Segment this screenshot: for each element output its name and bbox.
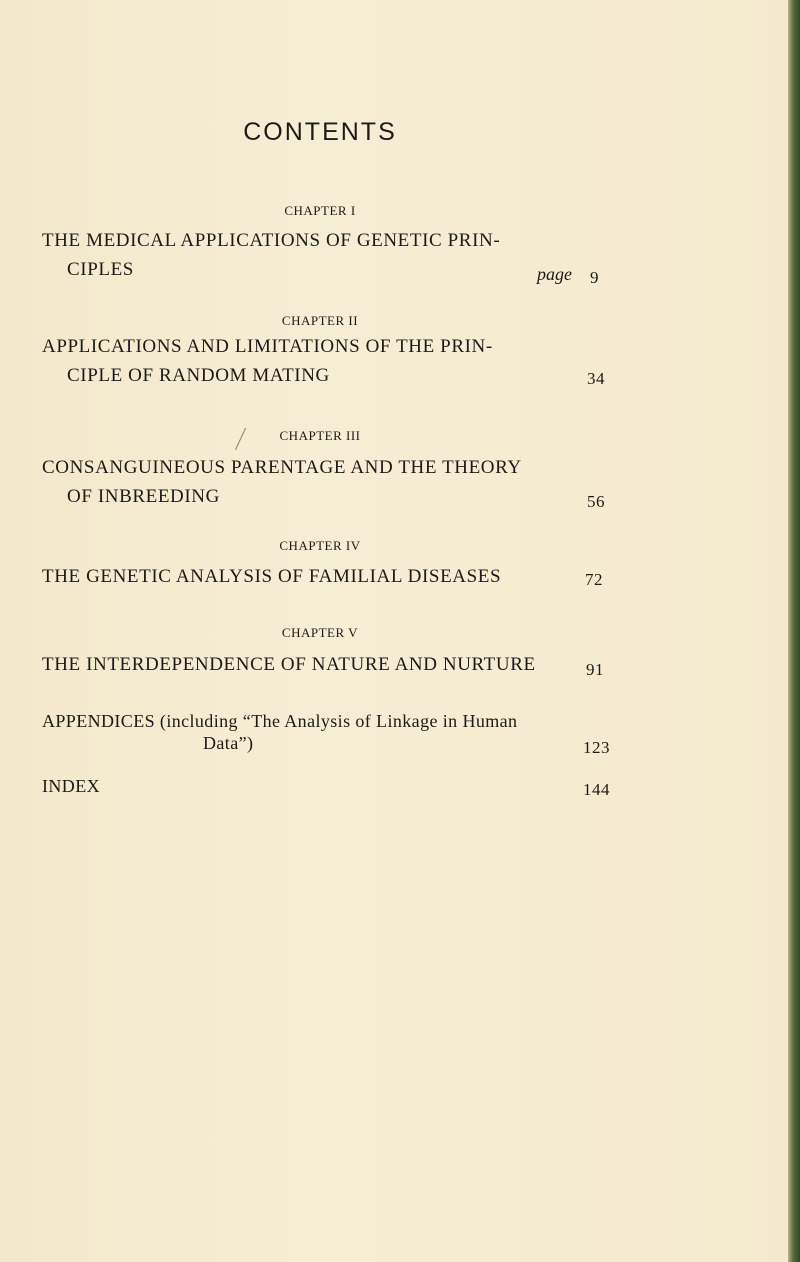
contents-title: CONTENTS [243, 118, 397, 146]
book-binding-edge [788, 0, 800, 1262]
index-page-number: 144 [583, 780, 610, 799]
chapter-2-page-number: 34 [587, 369, 605, 388]
chapter-2-title-line-2: CIPLE OF RANDOM MATING [67, 365, 330, 386]
chapter-4-label: CHAPTER IV [279, 538, 361, 553]
chapter-4-page-number: 72 [585, 570, 603, 589]
chapter-5-page-number: 91 [586, 660, 604, 679]
chapter-3-page-number: 56 [587, 492, 605, 511]
chapter-5-title-line-1: THE INTERDEPENDENCE OF NATURE AND NURTURE [42, 654, 536, 675]
chapter-3-title-line-1: CONSANGUINEOUS PARENTAGE AND THE THEORY [42, 457, 522, 478]
chapter-4-title-line-1: THE GENETIC ANALYSIS OF FAMILIAL DISEASES [42, 566, 502, 587]
chapter-2-title-line-1: APPLICATIONS AND LIMITATIONS OF THE PRIN- [42, 336, 493, 357]
chapter-5-label: CHAPTER V [281, 625, 359, 640]
chapter-2-label: CHAPTER II [281, 313, 359, 328]
appendices-line-2: Data”) [203, 733, 254, 753]
appendices-page-number: 123 [583, 738, 610, 757]
chapter-1-page-number: 9 [590, 268, 599, 287]
chapter-1-title-line-1: THE MEDICAL APPLICATIONS OF GENETIC PRIN- [42, 230, 501, 251]
chapter-1-title-line-2: CIPLES [67, 259, 134, 280]
chapter-1-label: CHAPTER I [284, 203, 356, 218]
chapter-3-label: CHAPTER III [279, 428, 361, 443]
index-label: INDEX [42, 776, 100, 796]
chapter-3-title-line-2: OF INBREEDING [67, 486, 220, 507]
page-word-label: page [537, 264, 572, 284]
appendices-line-1: APPENDICES (including “The Analysis of Linkage in Human [42, 711, 518, 731]
